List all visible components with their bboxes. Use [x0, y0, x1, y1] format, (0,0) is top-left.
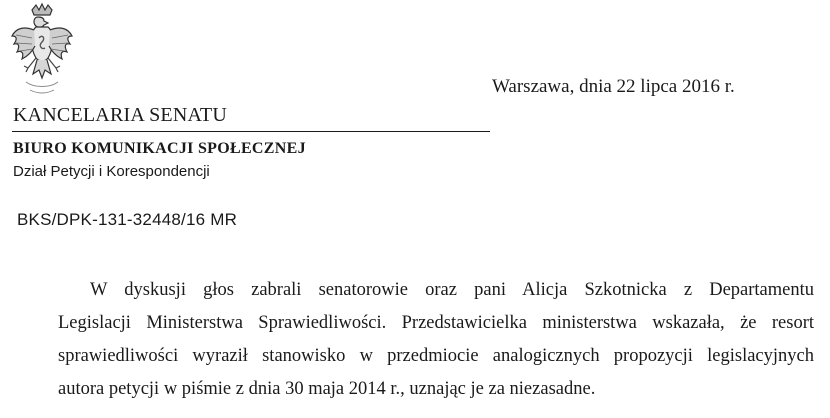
body-line: autora petycji w piśmie z dnia 30 maja 2014 r., uznając je za niezasadne.: [58, 379, 596, 399]
division-name: Dział Petycji i Korespondencji: [13, 163, 210, 180]
body-line: W dyskusji głos zabrali senatorowie oraz pani Alicja Szkotnicka z Departamentu: [90, 280, 814, 300]
body-line: sprawiedliwości wyraził stanowisko w przedmiocie analogicznych propozycji legislacyjnych: [58, 346, 814, 366]
document-date: Warszawa, dnia 22 lipca 2016 r.: [492, 76, 735, 97]
header-divider: [12, 131, 490, 132]
reference-number: BKS/DPK-131-32448/16 MR: [17, 210, 238, 229]
body-line: Legislacji Ministerstwa Sprawiedliwości. Przedstawicielka ministerstwa wskazała, że resort: [58, 313, 814, 333]
polish-eagle-emblem-icon: [6, 2, 78, 100]
institution-name: KANCELARIA SENATU: [13, 104, 227, 126]
bureau-name: BIURO KOMUNIKACJI SPOŁECZNEJ: [13, 140, 306, 157]
